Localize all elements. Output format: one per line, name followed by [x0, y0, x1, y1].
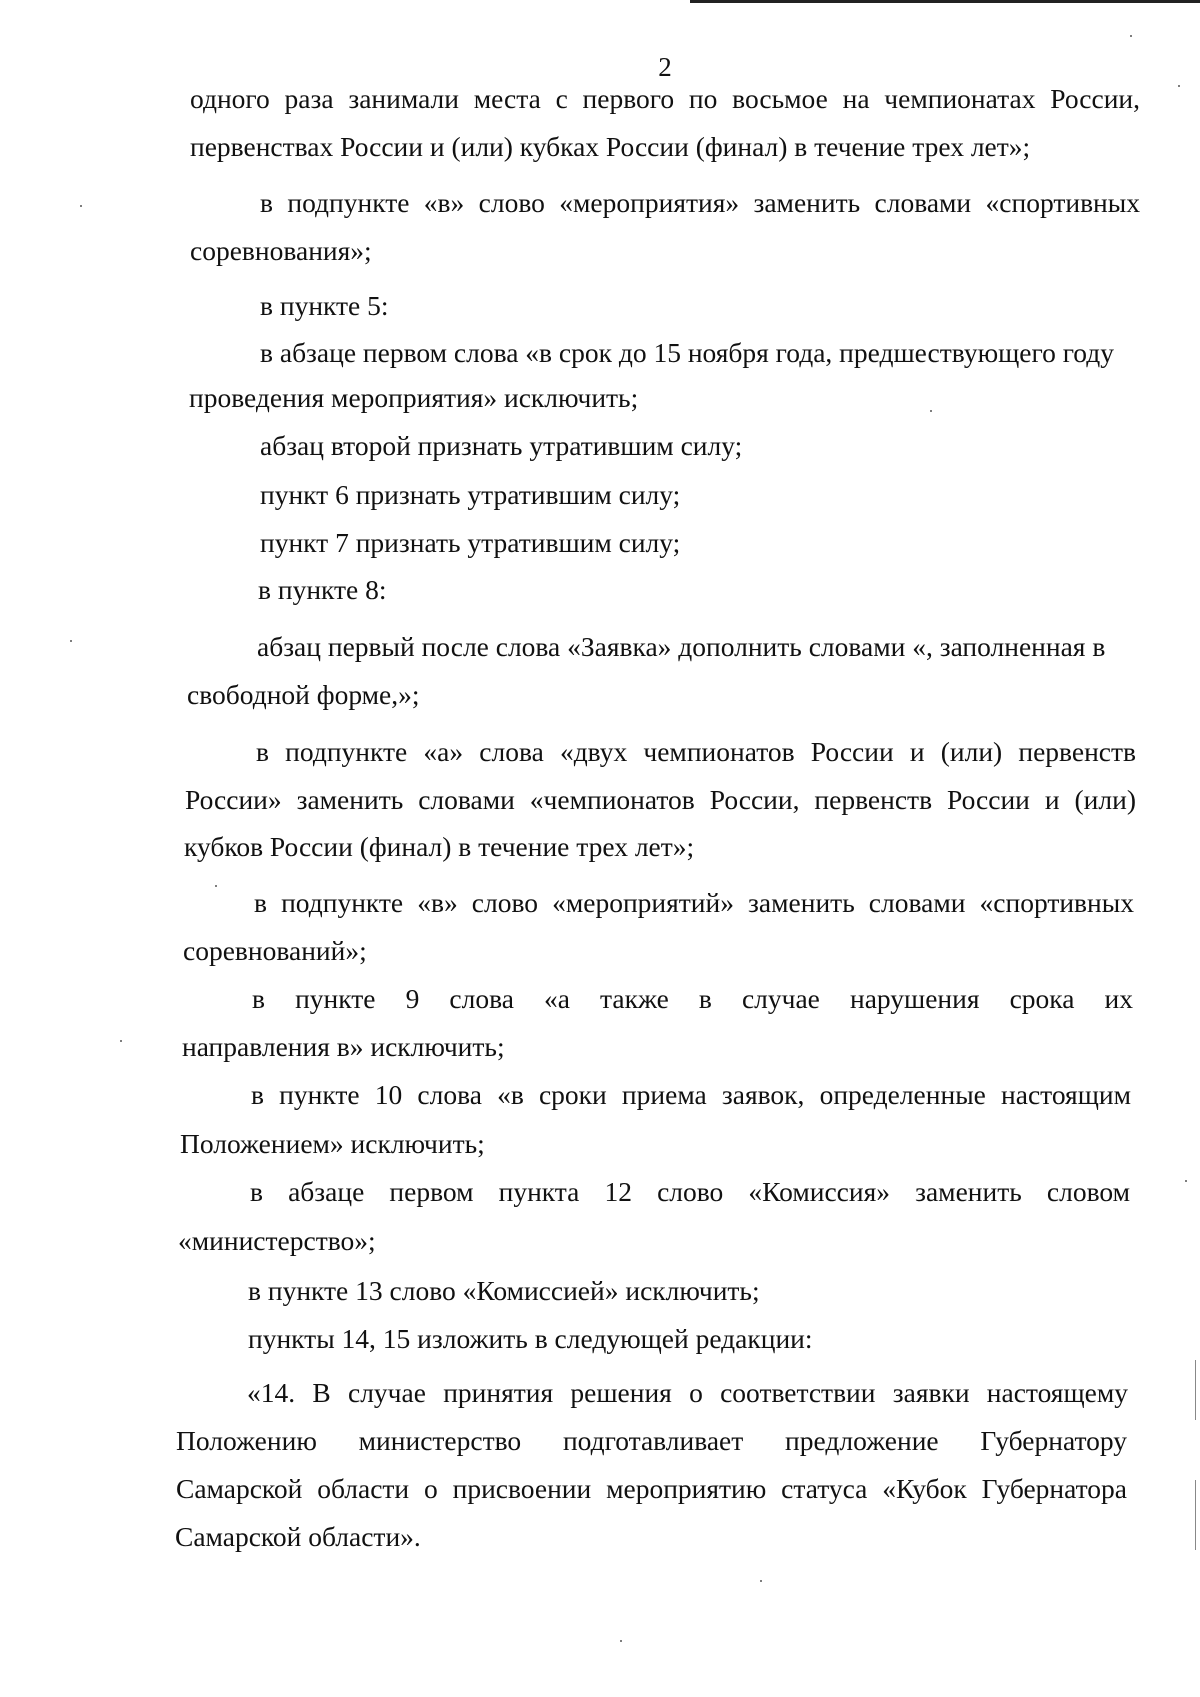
text-line: проведения мероприятия» исключить; — [189, 382, 639, 413]
text-line: в подпункте «в» слово «мероприятий» заменить словами «спортивных — [254, 887, 1134, 918]
top-border-line — [690, 0, 1200, 3]
text-line: соревнования»; — [190, 235, 372, 266]
scan-speck — [70, 640, 72, 642]
text-line: в пункте 10 слова «в сроки приема заявок, определенные настоящим — [251, 1079, 1131, 1110]
text-line: Самарской области». — [175, 1521, 421, 1552]
text-line: первенствах России и (или) кубках России (финал) в течение трех лет»; — [190, 131, 1031, 162]
text-line: пункты 14, 15 изложить в следующей редакции: — [248, 1323, 813, 1354]
scan-edge-mark — [1195, 1360, 1196, 1420]
text-line: направления в» исключить; — [182, 1031, 505, 1062]
scan-edge-mark — [1195, 1480, 1196, 1550]
text-line: Положением» исключить; — [180, 1128, 485, 1159]
scan-speck — [760, 1580, 762, 1582]
text-line: России» заменить словами «чемпионатов России, первенств России и (или) — [185, 784, 1136, 815]
text-line: пункт 7 признать утратившим силу; — [260, 527, 681, 558]
scan-speck — [1178, 85, 1180, 87]
text-line: «14. В случае принятия решения о соответствии заявки настоящему — [247, 1377, 1128, 1408]
text-line: в пункте 5: — [260, 290, 389, 321]
text-line: в подпункте «а» слова «двух чемпионатов России и (или) первенств — [256, 736, 1136, 767]
text-line: в абзаце первом пункта 12 слово «Комиссия» заменить словом — [250, 1176, 1130, 1207]
text-line: абзац первый после слова «Заявка» дополнить словами «, заполненная в — [257, 631, 1106, 662]
text-line: кубков России (финал) в течение трех лет»; — [184, 831, 695, 862]
text-line: пункт 6 признать утратившим силу; — [260, 479, 681, 510]
text-line: абзац второй признать утратившим силу; — [260, 430, 743, 461]
scan-speck — [215, 885, 217, 887]
text-line: в пункте 8: — [258, 574, 387, 605]
scan-speck — [930, 410, 932, 412]
page-number: 2 — [658, 52, 672, 82]
text-line: «министерство»; — [178, 1225, 376, 1256]
scan-speck — [620, 1640, 622, 1642]
text-line: в пункте 13 слово «Комиссией» исключить; — [248, 1275, 760, 1306]
text-line: в абзаце первом слова «в срок до 15 ноября года, предшествующего году — [260, 337, 1115, 368]
scan-speck — [80, 205, 82, 207]
text-line: соревнований»; — [183, 935, 367, 966]
text-line: в подпункте «в» слово «мероприятия» заменить словами «спортивных — [260, 187, 1140, 218]
scan-speck — [1130, 35, 1132, 37]
text-line: свободной форме,»; — [187, 679, 420, 710]
scan-speck — [1185, 1180, 1187, 1182]
text-line: Положению министерство подготавливает предложение Губернатору — [176, 1425, 1127, 1456]
scan-speck — [120, 1040, 122, 1042]
text-line: в пункте 9 слова «а также в случае нарушения срока их — [252, 983, 1133, 1014]
text-line: одного раза занимали места с первого по восьмое на чемпионатах России, — [190, 83, 1140, 114]
text-line: Самарской области о присвоении мероприятию статуса «Кубок Губернатора — [176, 1473, 1127, 1504]
